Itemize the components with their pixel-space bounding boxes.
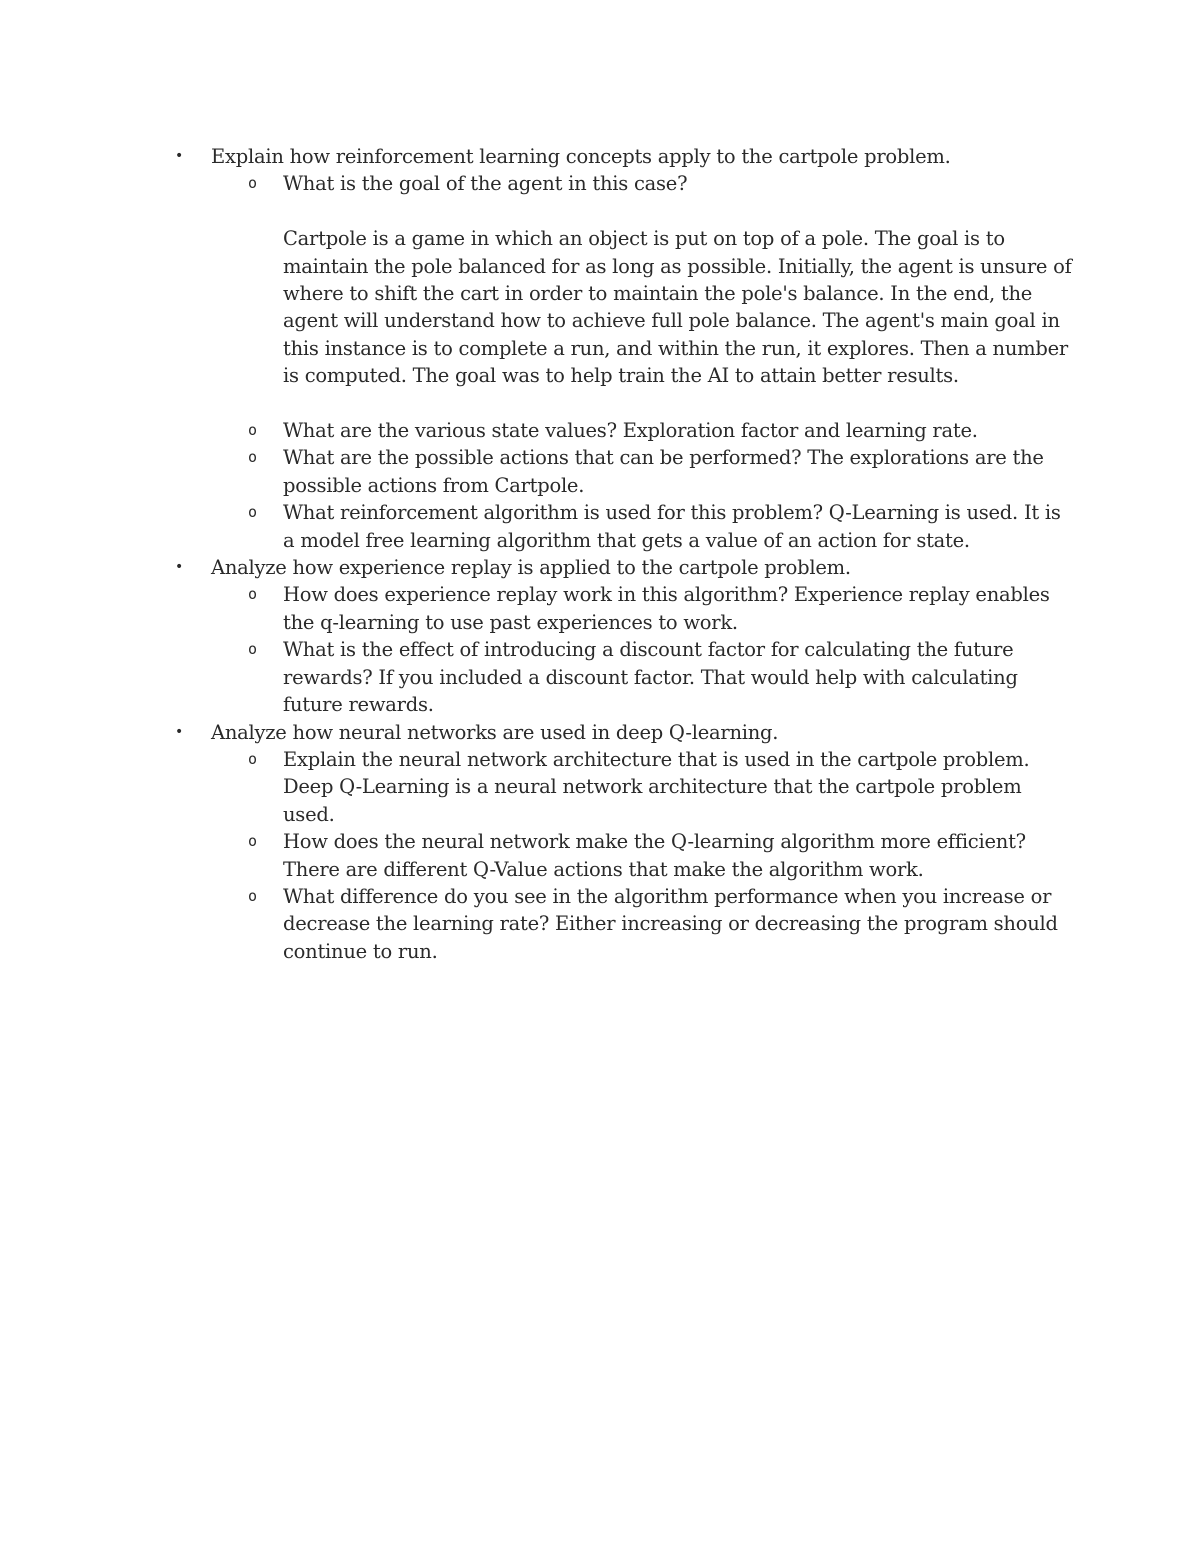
bullet-item xyxy=(0,554,1071,581)
sub-bullet-text: What are the various state values? Exploration factor and learning rate. xyxy=(283,419,978,443)
sub-bullet-text: What is the effect of introducing a discount factor for calculating the future rewards? If you included a discount factor. That would help with calculating future rewards. xyxy=(283,638,1018,717)
sub-bullet-item xyxy=(0,170,1073,197)
sub-bullet-icon: o xyxy=(248,174,257,193)
sub-bullet-icon: o xyxy=(248,503,257,522)
sub-bullet-text: How does experience replay work in this algorithm? Experience replay enables the q-learning to use past experiences to work. xyxy=(283,583,1050,634)
sub-bullet-item xyxy=(0,581,1073,636)
sub-bullet-icon: o xyxy=(248,832,257,851)
bullet-dot-icon: • xyxy=(175,148,184,164)
sub-bullet-item xyxy=(0,499,1073,554)
sub-bullet-icon: o xyxy=(248,749,257,768)
sub-bullet-icon: o xyxy=(248,421,257,440)
bullet-text: Analyze how experience replay is applied to the cartpole problem. xyxy=(211,556,851,580)
spacer xyxy=(0,390,1200,417)
bullet-item xyxy=(0,719,1071,746)
document-body xyxy=(0,143,1200,965)
bullet-text: Explain how reinforcement learning concepts apply to the cartpole problem. xyxy=(211,145,951,168)
sub-bullet-item xyxy=(0,828,1073,883)
sub-bullet-text: What is the goal of the agent in this case? xyxy=(283,172,688,196)
sub-bullet-item xyxy=(0,883,1073,965)
sub-bullet-text: How does the neural network make the Q-learning algorithm more efficient? There are different Q-Value actions that make the algorithm work. xyxy=(283,830,1026,881)
bullet-item xyxy=(0,143,1071,170)
sub-bullet-item xyxy=(0,746,1073,828)
sub-bullet-icon: o xyxy=(248,448,257,467)
sub-bullet-item xyxy=(0,417,1073,444)
sub-bullet-item xyxy=(0,444,1073,499)
bullet-text: Analyze how neural networks are used in deep Q-learning. xyxy=(211,720,779,744)
sub-bullet-text: What reinforcement algorithm is used for this problem? Q-Learning is used. It is a model free learning algorithm that gets a value of an action for state. xyxy=(283,501,1061,552)
answer-paragraph: Cartpole is a game in which an object is put on top of a pole. The goal is to maintain the pole balanced for as long as possible. Initially, the agent is unsure of where to shift the cart in order to maintain the pole's balance. In the end, the agent will understand how to achieve full pole balance. The agent's main goal in this instance is to complete a run, and within the run, it explores. Then a number is computed. The goal was to help train the AI to attain better results. xyxy=(283,227,1072,388)
sub-bullet-icon: o xyxy=(248,585,257,604)
sub-bullet-text: Explain the neural network architecture that is used in the cartpole problem. Deep Q-Learning is a neural network architecture that the cartpole problem used. xyxy=(283,747,1030,826)
sub-bullet-text: What difference do you see in the algorithm performance when you increase or decrease the learning rate? Either increasing or decreasing the program should continue to run. xyxy=(283,884,1058,963)
spacer xyxy=(0,198,1200,225)
sub-bullet-icon: o xyxy=(248,886,257,905)
sub-bullet-icon: o xyxy=(248,640,257,659)
bullet-dot-icon: • xyxy=(175,559,184,576)
sub-bullet-text: What are the possible actions that can be performed? The explorations are the possible actions from Cartpole. xyxy=(283,446,1044,497)
sub-bullet-item xyxy=(0,636,1073,718)
bullet-dot-icon: • xyxy=(175,723,184,740)
